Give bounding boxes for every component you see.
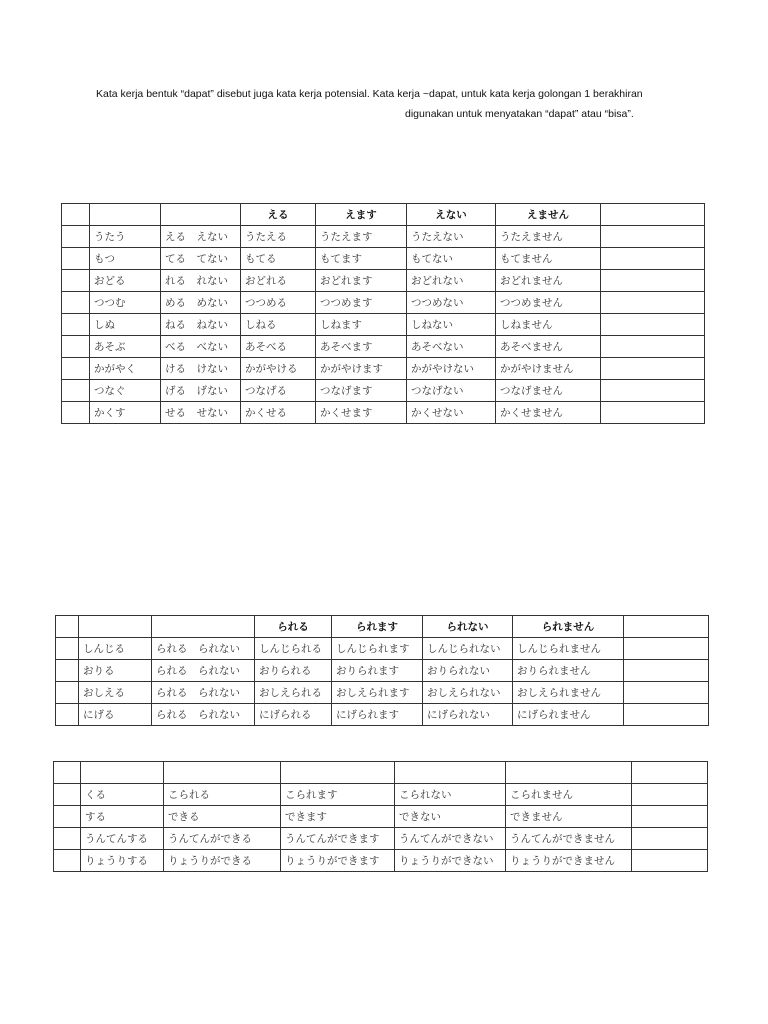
- table-cell: つつめません: [496, 292, 601, 314]
- table-cell: おどれない: [407, 270, 496, 292]
- table-cell: もてます: [316, 248, 407, 270]
- table-cell: [601, 314, 705, 336]
- conjugation-table-irregular: [53, 761, 708, 872]
- header-cell: られない: [423, 616, 513, 638]
- table-cell: こられません: [506, 784, 632, 806]
- header-cell: [601, 204, 705, 226]
- table-cell: うたえる: [241, 226, 316, 248]
- table-cell: [62, 402, 90, 424]
- table-cell: [601, 292, 705, 314]
- table-row: [54, 828, 708, 850]
- header-cell: [54, 762, 81, 784]
- table-cell: にげられます: [332, 704, 423, 726]
- table-row: [56, 682, 709, 704]
- table-cell: こられます: [281, 784, 395, 806]
- table-cell: [54, 828, 81, 850]
- table-cell: おりられます: [332, 660, 423, 682]
- table-row: [62, 226, 705, 248]
- table-cell: うたう: [90, 226, 161, 248]
- table-row: [62, 270, 705, 292]
- table-header-row: [54, 762, 708, 784]
- table-cell: られる られない: [152, 682, 255, 704]
- table-row: [62, 314, 705, 336]
- table-cell: おりられません: [513, 660, 624, 682]
- table-row: [54, 850, 708, 872]
- header-cell: られません: [513, 616, 624, 638]
- table-cell: できません: [506, 806, 632, 828]
- conjugation-table-group1: [61, 203, 705, 424]
- table-cell: つつめる: [241, 292, 316, 314]
- table-cell: [632, 784, 708, 806]
- table-cell: られる られない: [152, 660, 255, 682]
- table-cell: あそべません: [496, 336, 601, 358]
- table-cell: [624, 682, 709, 704]
- table-header-row: [62, 204, 705, 226]
- table-cell: うんてんができない: [395, 828, 506, 850]
- table-cell: [62, 226, 90, 248]
- table-cell: かがやく: [90, 358, 161, 380]
- table-row: [62, 402, 705, 424]
- table-cell: あそぶ: [90, 336, 161, 358]
- table-cell: しんじられます: [332, 638, 423, 660]
- table-cell: られる られない: [152, 704, 255, 726]
- table-cell: つなげません: [496, 380, 601, 402]
- header-cell: えません: [496, 204, 601, 226]
- header-cell: [161, 204, 241, 226]
- table-cell: おしえられます: [332, 682, 423, 704]
- table-cell: かくせる: [241, 402, 316, 424]
- table-cell: [624, 638, 709, 660]
- table-cell: [601, 380, 705, 402]
- table-cell: しねない: [407, 314, 496, 336]
- table-cell: べる べない: [161, 336, 241, 358]
- table-cell: [601, 358, 705, 380]
- table-cell: あそべない: [407, 336, 496, 358]
- header-cell: られる: [255, 616, 332, 638]
- table-cell: [54, 784, 81, 806]
- table-cell: おしえられない: [423, 682, 513, 704]
- table-cell: もてる: [241, 248, 316, 270]
- table-cell: [62, 336, 90, 358]
- table-cell: しんじられません: [513, 638, 624, 660]
- table-cell: かがやけます: [316, 358, 407, 380]
- table-cell: せる せない: [161, 402, 241, 424]
- table-cell: しんじられない: [423, 638, 513, 660]
- table-cell: げる げない: [161, 380, 241, 402]
- intro-line-1: Kata kerja bentuk “dapat” disebut juga kata kerja potensial. Kata kerja ~dapat, untuk kata kerja golongan 1 berakhiran: [96, 88, 643, 100]
- header-cell: [624, 616, 709, 638]
- table-cell: りょうりができない: [395, 850, 506, 872]
- table-row: [56, 660, 709, 682]
- table-cell: りょうりする: [81, 850, 164, 872]
- table-cell: うんてんができる: [164, 828, 281, 850]
- table-cell: できます: [281, 806, 395, 828]
- table-cell: [601, 336, 705, 358]
- table-cell: りょうりができません: [506, 850, 632, 872]
- table-cell: つなげない: [407, 380, 496, 402]
- table-cell: [601, 248, 705, 270]
- header-cell: えない: [407, 204, 496, 226]
- header-cell: られます: [332, 616, 423, 638]
- table-cell: うたえます: [316, 226, 407, 248]
- table-row: [54, 806, 708, 828]
- header-cell: [164, 762, 281, 784]
- table-cell: しねます: [316, 314, 407, 336]
- table-cell: える えない: [161, 226, 241, 248]
- table-cell: [601, 270, 705, 292]
- table-cell: [62, 248, 90, 270]
- table-cell: もつ: [90, 248, 161, 270]
- table-cell: うんてんができます: [281, 828, 395, 850]
- table-cell: つなぐ: [90, 380, 161, 402]
- table-cell: おしえる: [79, 682, 152, 704]
- table-cell: [54, 806, 81, 828]
- header-cell: [395, 762, 506, 784]
- table-row: [62, 292, 705, 314]
- table-cell: しねる: [241, 314, 316, 336]
- table-cell: かくせません: [496, 402, 601, 424]
- table-cell: おりられる: [255, 660, 332, 682]
- table-cell: つなげる: [241, 380, 316, 402]
- table-cell: にげられません: [513, 704, 624, 726]
- table-cell: [624, 660, 709, 682]
- header-cell: [281, 762, 395, 784]
- header-cell: [632, 762, 708, 784]
- table-cell: [54, 850, 81, 872]
- header-cell: えます: [316, 204, 407, 226]
- table-cell: かがやけない: [407, 358, 496, 380]
- table-cell: にげられる: [255, 704, 332, 726]
- table-cell: うたえません: [496, 226, 601, 248]
- table-cell: おどる: [90, 270, 161, 292]
- header-cell: [79, 616, 152, 638]
- table-cell: [624, 704, 709, 726]
- table-cell: くる: [81, 784, 164, 806]
- intro-line-2: digunakan untuk menyatakan “dapat” atau “bisa”.: [405, 108, 634, 120]
- table-cell: める めない: [161, 292, 241, 314]
- header-cell: [152, 616, 255, 638]
- table-cell: おどれません: [496, 270, 601, 292]
- table-cell: [56, 660, 79, 682]
- table-row: [62, 248, 705, 270]
- table-cell: しぬ: [90, 314, 161, 336]
- table-cell: しねません: [496, 314, 601, 336]
- table-cell: しんじられる: [255, 638, 332, 660]
- table-cell: [601, 226, 705, 248]
- table-cell: こられる: [164, 784, 281, 806]
- table-cell: かがやけません: [496, 358, 601, 380]
- table-cell: かくせない: [407, 402, 496, 424]
- table-cell: する: [81, 806, 164, 828]
- table-cell: [632, 850, 708, 872]
- table-cell: [62, 314, 90, 336]
- table-cell: つつむ: [90, 292, 161, 314]
- header-cell: える: [241, 204, 316, 226]
- table-row: [62, 380, 705, 402]
- table-cell: できる: [164, 806, 281, 828]
- table-cell: うんてんができません: [506, 828, 632, 850]
- table-cell: できない: [395, 806, 506, 828]
- table-cell: [632, 806, 708, 828]
- table-cell: にげられない: [423, 704, 513, 726]
- table-row: [56, 638, 709, 660]
- table-cell: かがやける: [241, 358, 316, 380]
- table-cell: [56, 682, 79, 704]
- table-cell: [62, 380, 90, 402]
- table-cell: りょうりができます: [281, 850, 395, 872]
- table-cell: おりる: [79, 660, 152, 682]
- table-cell: おしえられる: [255, 682, 332, 704]
- table-cell: しんじる: [79, 638, 152, 660]
- table-cell: りょうりができる: [164, 850, 281, 872]
- table-cell: [62, 270, 90, 292]
- table-row: [54, 784, 708, 806]
- table-cell: ねる ねない: [161, 314, 241, 336]
- table-cell: かくせます: [316, 402, 407, 424]
- header-cell: [506, 762, 632, 784]
- table-cell: ける けない: [161, 358, 241, 380]
- table-cell: もてません: [496, 248, 601, 270]
- table-cell: [62, 358, 90, 380]
- table-cell: おりられない: [423, 660, 513, 682]
- table-cell: こられない: [395, 784, 506, 806]
- table-row: [62, 336, 705, 358]
- header-cell: [56, 616, 79, 638]
- header-cell: [81, 762, 164, 784]
- table-cell: おしえられません: [513, 682, 624, 704]
- table-cell: もてない: [407, 248, 496, 270]
- table-cell: つつめます: [316, 292, 407, 314]
- table-cell: うんてんする: [81, 828, 164, 850]
- table-cell: [601, 402, 705, 424]
- table-cell: あそべる: [241, 336, 316, 358]
- table-cell: れる れない: [161, 270, 241, 292]
- table-cell: てる てない: [161, 248, 241, 270]
- table-cell: かくす: [90, 402, 161, 424]
- table-cell: [56, 704, 79, 726]
- table-cell: られる られない: [152, 638, 255, 660]
- table-row: [62, 358, 705, 380]
- table-cell: つつめない: [407, 292, 496, 314]
- table-cell: [62, 292, 90, 314]
- table-cell: あそべます: [316, 336, 407, 358]
- table-cell: にげる: [79, 704, 152, 726]
- conjugation-table-group2: [55, 615, 709, 726]
- table-cell: おどれる: [241, 270, 316, 292]
- table-cell: つなげます: [316, 380, 407, 402]
- header-cell: [90, 204, 161, 226]
- table-cell: [632, 828, 708, 850]
- table-row: [56, 704, 709, 726]
- table-header-row: [56, 616, 709, 638]
- table-cell: おどれます: [316, 270, 407, 292]
- table-cell: [56, 638, 79, 660]
- header-cell: [62, 204, 90, 226]
- table-cell: うたえない: [407, 226, 496, 248]
